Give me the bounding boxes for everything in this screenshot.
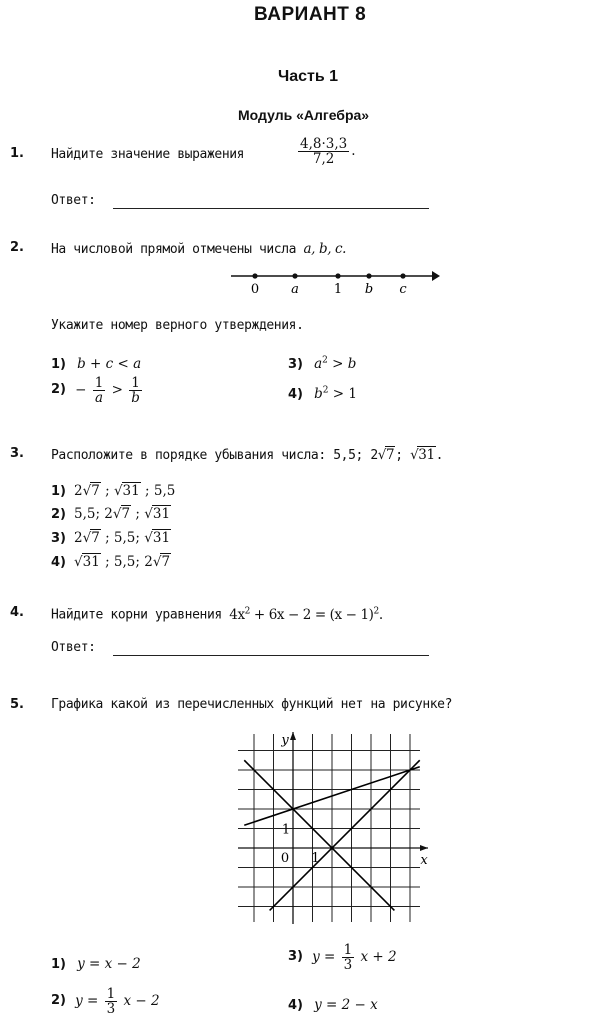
q5-option-4-expr: y = 2 − x <box>314 997 378 1013</box>
sqrt-sign: √ <box>152 554 162 570</box>
function-line-2 <box>270 760 420 910</box>
q2-option-2-frac1-num: 1 <box>94 375 104 391</box>
q1-period: . <box>351 143 356 160</box>
q2-option-2-gt: > <box>111 382 123 399</box>
q1-answer-label: Ответ: <box>51 193 96 208</box>
q1-answer-line[interactable] <box>113 208 429 209</box>
q5-option-3-lhs: y = <box>312 949 336 966</box>
q2-option-1-expr: b + c < a <box>77 356 142 372</box>
q4-text <box>51 606 383 623</box>
q2-option-3-base: a <box>314 356 323 372</box>
q5-option-2-rest: x − 2 <box>123 993 160 1010</box>
q4-number: 4. <box>10 605 24 620</box>
radicand: 31 <box>152 530 171 546</box>
q5-option-2-number: 2) <box>51 993 66 1009</box>
q5-option-2-frac-num: 1 <box>106 986 116 1002</box>
variant-title: ВАРИАНТ 8 <box>254 4 367 25</box>
y-axis-arrow-icon <box>290 732 296 740</box>
radicand: 31 <box>152 506 171 522</box>
q4-answer-line[interactable] <box>113 655 429 656</box>
q4-text-main: Найдите корни уравнения <box>51 607 222 623</box>
q4-eq-a: 4x <box>229 606 245 623</box>
option-text: ; <box>131 506 145 522</box>
sqrt-sign: √ <box>113 483 123 499</box>
q3-option-3 <box>51 527 171 546</box>
origin-label: 0 <box>280 851 290 866</box>
q2-option-2-minus: − <box>75 382 87 399</box>
option-text: ; <box>100 483 114 499</box>
q5-option-4-number: 4) <box>288 998 303 1013</box>
q3-option-4 <box>51 551 171 570</box>
y-axis-label: y <box>281 733 289 748</box>
number-line-point <box>252 273 257 278</box>
q5-option-3-rest: x + 2 <box>360 949 397 966</box>
number-line-label: a <box>291 282 299 297</box>
q3-option-2 <box>51 503 171 522</box>
sqrt-sign: √ <box>144 530 153 546</box>
radicand: 7 <box>161 554 171 570</box>
q2-option-4 <box>288 383 357 402</box>
function-graph <box>236 730 432 926</box>
q2-vars: a, b, c. <box>303 241 347 257</box>
option-text: ; 5,5; 2 <box>100 554 153 570</box>
q5-option-2-lhs: y = <box>75 993 99 1010</box>
q5-option-3-number: 3) <box>288 949 303 965</box>
q2-option-4-exp: 2 <box>322 385 329 396</box>
option-text: 2 <box>74 483 83 499</box>
number-line-point <box>400 273 405 278</box>
q3-number: 3. <box>10 446 24 461</box>
q5-number: 5. <box>10 697 24 712</box>
option-text: ; 5,5 <box>140 483 176 499</box>
number-line-label: c <box>399 282 407 297</box>
q2-option-2-frac2-num: 1 <box>131 375 140 391</box>
radicand: 7 <box>121 506 131 522</box>
q3-option-number: 4) <box>51 555 66 570</box>
q4-eq-b: + 6x − 2 = (x − 1) <box>250 606 374 623</box>
number-line-point <box>335 273 340 278</box>
q5-option-3 <box>288 943 397 972</box>
q5-option-1 <box>51 953 141 972</box>
y-unit-label: 1 <box>281 822 291 838</box>
q2-option-4-rest: > 1 <box>328 386 357 402</box>
x-unit-label: 1 <box>311 851 320 866</box>
q4-answer-label: Ответ: <box>51 640 96 655</box>
q2-option-2-number: 2) <box>51 382 66 398</box>
sqrt-sign: √ <box>82 483 92 499</box>
q4-eq-b-exp: 2 <box>373 606 379 616</box>
q3-text-main: Расположите в порядке убывания числа: 5,5; 2 <box>51 448 378 463</box>
q3-option-number: 3) <box>51 531 66 546</box>
q1-fraction <box>296 137 356 166</box>
q2-option-1 <box>51 353 141 372</box>
q5-option-3-frac-num: 1 <box>343 942 353 958</box>
q4-eq-a-exp: 2 <box>244 606 250 616</box>
q1-fraction-denominator: 7,2 <box>312 151 335 168</box>
q2-option-2 <box>51 376 144 405</box>
q5-text: Графика какой из перечисленных функций нет на рисунке? <box>51 697 453 712</box>
q3-root-7: 7 <box>385 447 395 463</box>
q3-text: Расположите в порядке убывания числа: 5,5; 2√7; √31. <box>51 447 444 463</box>
sqrt-sign: √ <box>144 506 153 522</box>
q3-option-1 <box>51 480 175 499</box>
module-title: Модуль «Алгебра» <box>238 107 370 123</box>
q1-fraction-numerator: 4,8·3,3 <box>300 136 348 152</box>
q1-text: Найдите значение выражения <box>51 147 245 162</box>
q2-option-3-number: 3) <box>288 357 303 372</box>
x-axis-label: x <box>420 853 428 868</box>
radicand: 7 <box>91 530 100 546</box>
q3-option-number: 2) <box>51 507 66 522</box>
q3-option-number: 1) <box>51 484 66 499</box>
q3-root-31: 31 <box>418 447 435 463</box>
q2-option-2-frac2-den: b <box>131 390 140 407</box>
q2-text <box>51 241 346 257</box>
arrow-head-icon <box>432 271 440 281</box>
q5-option-4 <box>288 994 378 1013</box>
number-line-label: b <box>364 282 374 297</box>
part-title: Часть 1 <box>278 68 339 85</box>
q5-option-2 <box>51 987 160 1016</box>
sqrt-sign: √ <box>112 506 122 522</box>
q2-option-3 <box>288 353 356 372</box>
radicand: 31 <box>122 483 140 499</box>
q3-sep: ; <box>395 448 403 463</box>
number-line-label: 0 <box>250 282 260 297</box>
radicand: 7 <box>91 483 100 499</box>
x-axis-arrow-icon <box>420 845 428 851</box>
number-line <box>226 266 446 298</box>
q2-option-4-number: 4) <box>288 387 303 402</box>
q4-period: . <box>378 606 383 623</box>
q2-option-1-number: 1) <box>51 357 66 372</box>
q5-option-1-number: 1) <box>51 957 66 972</box>
q2-number: 2. <box>10 240 24 255</box>
option-text: ; 5,5; <box>100 530 145 546</box>
number-line-point <box>366 273 371 278</box>
q3-period: . <box>435 448 444 463</box>
q5-option-1-expr: y = x − 2 <box>77 956 141 972</box>
q2-text-main: На числовой прямой отмечены числа <box>51 242 297 257</box>
number-line-label: 1 <box>333 282 343 297</box>
q2-option-2-frac1-den: a <box>94 390 104 407</box>
q1-number: 1. <box>10 146 24 161</box>
option-text: 5,5; 2 <box>74 506 113 522</box>
q5-option-2-frac-den: 3 <box>106 1001 116 1018</box>
q2-option-3-rest: > b <box>327 356 357 372</box>
q5-option-3-frac-den: 3 <box>343 957 353 974</box>
option-text: 2 <box>74 530 83 546</box>
q2-option-4-base: b <box>314 386 323 402</box>
q2-prompt: Укажите номер верного утверждения. <box>51 318 304 333</box>
q2-option-3-exp: 2 <box>322 355 328 366</box>
sqrt-sign: √ <box>74 554 83 570</box>
sqrt-sign: √ <box>82 530 92 546</box>
radicand: 31 <box>82 554 100 570</box>
number-line-point <box>292 273 297 278</box>
